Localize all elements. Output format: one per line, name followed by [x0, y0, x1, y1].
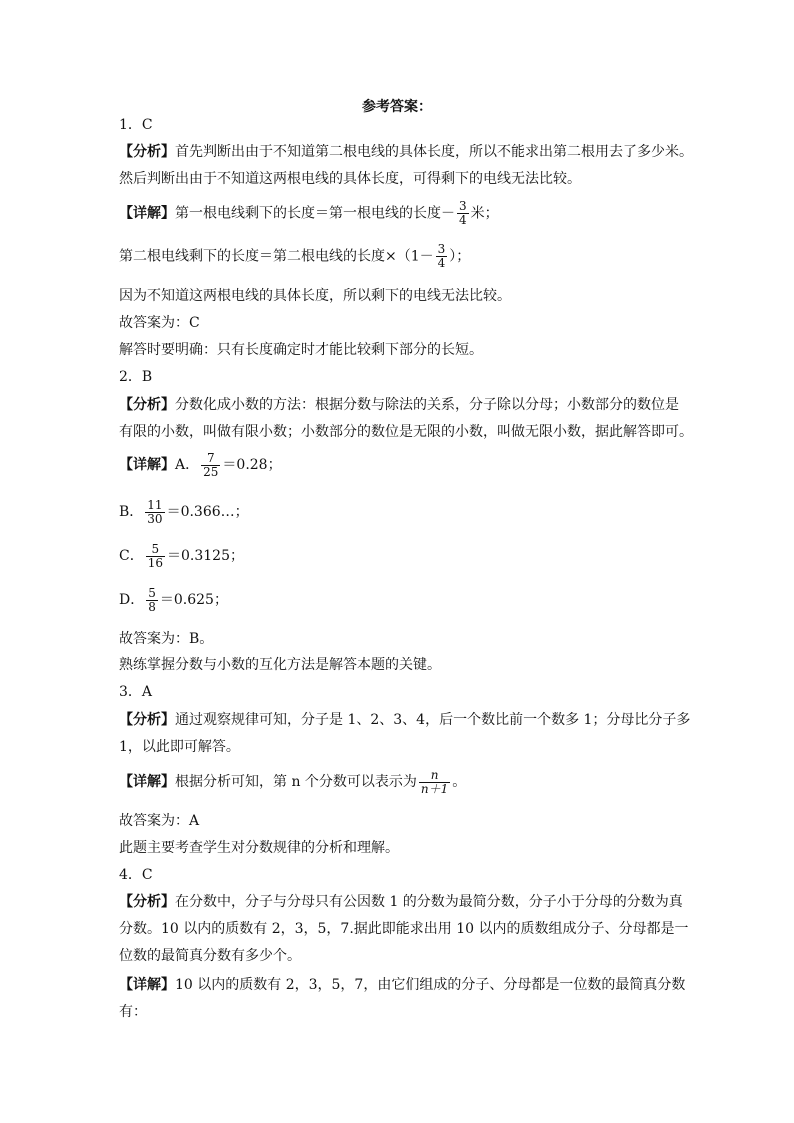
fraction-denominator: n＋1 — [420, 781, 449, 796]
q2-analysis-text: 分数化成小数的方法：根据分数与除法的关系，分子除以分母；小数部分的数位是 — [175, 397, 679, 413]
option-label: C． — [119, 548, 144, 564]
fraction — [457, 200, 469, 227]
fraction — [146, 543, 165, 570]
fraction-numerator: 3 — [459, 199, 467, 213]
analysis-tag: 【分析】 — [119, 397, 175, 413]
fraction-denominator: 8 — [148, 599, 156, 614]
option-value: ＝0.3125； — [167, 548, 244, 564]
q2-option-c — [119, 541, 680, 571]
fraction-denominator: 30 — [147, 511, 163, 526]
q1-analysis-line-2: 然后判断出由于不知道这两根电线的具体长度，可得剩下的电线无法比较。 — [119, 171, 581, 187]
analysis-tag: 【分析】 — [119, 144, 175, 160]
q4-detail-line — [119, 976, 686, 994]
q3-detail-end: 。 — [452, 774, 467, 790]
fraction-numerator: 7 — [206, 450, 215, 465]
q1-detail-end: ）； — [449, 248, 471, 265]
fraction-numerator: 3 — [437, 242, 446, 256]
q3-detail-line — [119, 767, 680, 797]
q1-analysis-text: 首先判断出由于不知道第二根电线的具体长度，所以不能求出第二根用去了多少米。 — [175, 144, 693, 160]
fraction-numerator: 5 — [151, 541, 160, 556]
fraction-numerator: 5 — [148, 585, 156, 600]
page-title: 参考答案： — [362, 99, 432, 115]
fraction — [145, 499, 164, 526]
q2-number: 2．B — [119, 369, 153, 385]
q4-detail-text: 10 以内的质数有 2，3，5，7，由它们组成的分子、分母都是一位数的最简真分数 — [175, 977, 686, 993]
fraction-numerator: n — [430, 767, 439, 782]
q4-analysis-line — [119, 893, 683, 911]
q4-analysis-text: 在分数中，分子与分母只有公因数 1 的分数为最简分数，分子小于分母的分数为真 — [175, 894, 683, 910]
fraction-denominator: 16 — [147, 555, 163, 570]
q3-number: 3．A — [119, 684, 153, 700]
q2-note: 熟练掌握分数与小数的互化方法是解答本题的关键。 — [119, 657, 441, 673]
fraction — [146, 587, 158, 614]
fraction-denominator: 25 — [203, 464, 219, 479]
detail-tag: 【详解】 — [119, 457, 175, 473]
q4-detail-line-2: 有： — [119, 1004, 147, 1020]
q3-analysis-line-2: 1，以此即可解答。 — [119, 739, 240, 755]
analysis-tag: 【分析】 — [119, 712, 175, 728]
option-label: A． — [175, 457, 200, 473]
q3-detail-text: 根据分析可知，第 n 个分数可以表示为 — [175, 774, 417, 790]
detail-tag: 【详解】 — [119, 977, 175, 993]
q4-analysis-line-3: 位数的最简真分数有多少个。 — [119, 948, 301, 964]
q2-option-d — [119, 585, 680, 615]
q3-answer: 故答案为：A — [119, 813, 200, 829]
q3-note: 此题主要考查学生对分数规律的分析和理解。 — [119, 840, 399, 856]
fraction-numerator: 11 — [147, 497, 163, 512]
q3-analysis-text: 通过观察规律可知，分子是 1、2、3、4，后一个数比前一个数多 1；分母比分子多 — [175, 712, 691, 728]
q1-detail-text: 第一根电线剩下的长度＝第一根电线的长度－ — [175, 205, 455, 222]
q1-detail-text-2: 第二根电线剩下的长度＝第二根电线的长度×（1－ — [119, 248, 434, 265]
q3-analysis-line — [119, 711, 691, 729]
option-label: B． — [119, 504, 144, 520]
q1-detail-line-2 — [119, 243, 680, 270]
q1-answer: 故答案为：C — [119, 315, 200, 331]
fraction — [201, 452, 220, 479]
q2-option-b — [119, 497, 680, 527]
fraction — [419, 769, 450, 796]
detail-tag: 【详解】 — [119, 205, 175, 222]
q1-detail-line-1 — [119, 200, 680, 227]
q2-answer: 故答案为：B。 — [119, 631, 214, 647]
q1-number: 1．C — [119, 117, 153, 133]
option-label: D． — [119, 592, 145, 608]
option-value: ＝0.625； — [159, 592, 228, 608]
q1-detail-unit: 米； — [470, 205, 499, 222]
q4-analysis-line-2: 分数。10 以内的质数有 2，3，5，7.据此即能求出用 10 以内的质数组成分子、分母都是一 — [119, 921, 689, 937]
fraction-denominator: 4 — [437, 256, 446, 270]
detail-tag: 【详解】 — [119, 774, 175, 790]
option-value: ＝0.28； — [222, 457, 282, 473]
q2-option-a — [119, 450, 680, 480]
option-value: ＝0.366…； — [166, 504, 249, 520]
q1-analysis-line — [119, 143, 693, 161]
q1-note: 解答时要明确：只有长度确定时才能比较剩下部分的长短。 — [119, 342, 483, 358]
q2-analysis-line — [119, 396, 680, 414]
fraction — [436, 243, 448, 270]
q2-analysis-line-2: 有限的小数，叫做有限小数；小数部分的数位是无限的小数，叫做无限小数，据此解答即可。 — [119, 424, 693, 440]
analysis-tag: 【分析】 — [119, 894, 175, 910]
q4-number: 4．C — [119, 867, 153, 883]
q1-detail-line-3: 因为不知道这两根电线的具体长度，所以剩下的电线无法比较。 — [119, 288, 511, 304]
fraction-denominator: 4 — [459, 213, 467, 227]
